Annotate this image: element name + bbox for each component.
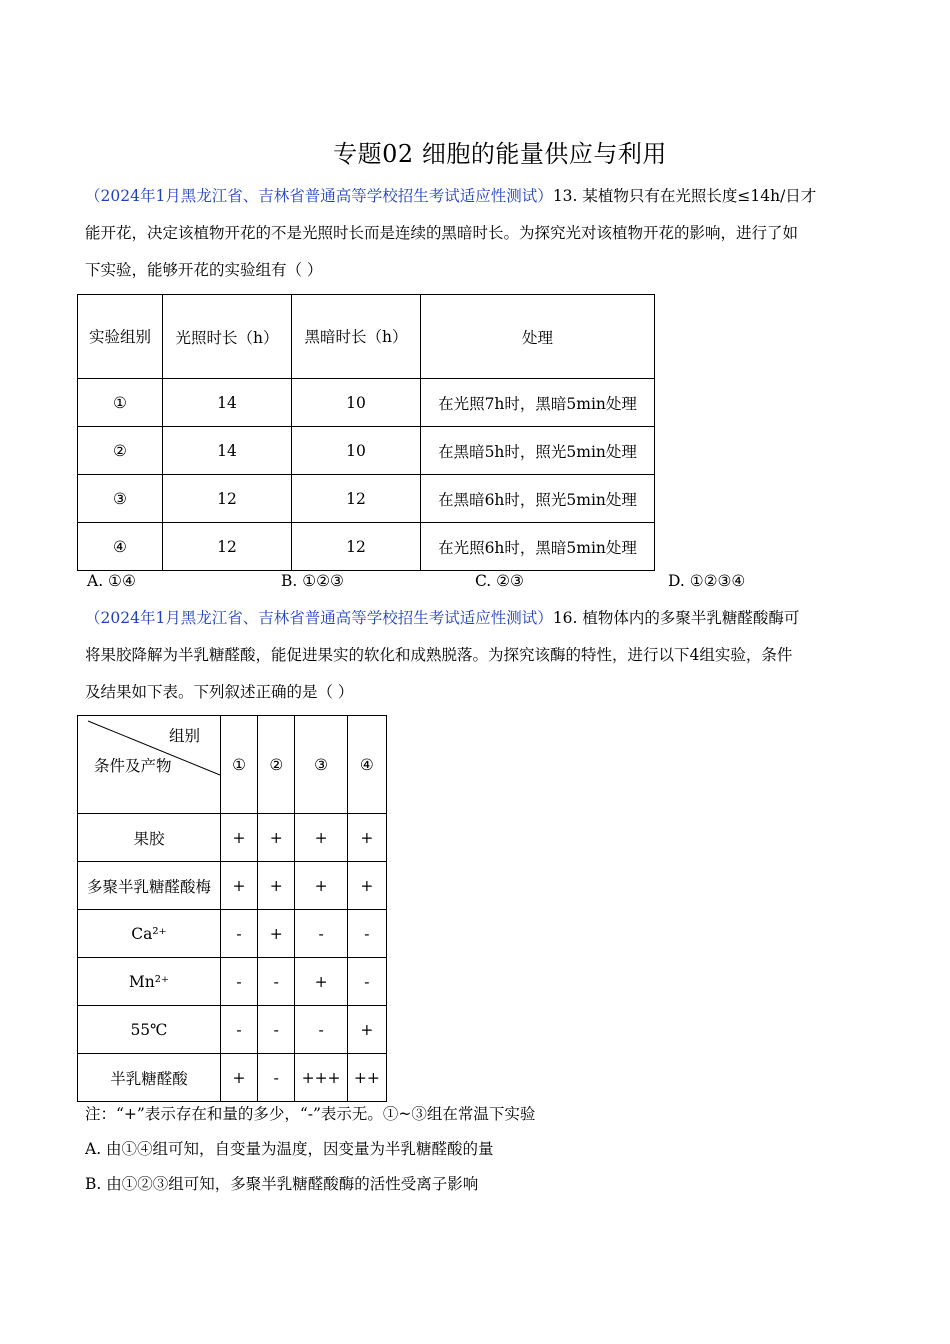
- header-light-duration: 光照时长（h）: [163, 295, 292, 379]
- group-header: ①: [220, 716, 257, 814]
- question-16-text-3: 及结果如下表。下列叙述正确的是（ ）: [85, 683, 354, 701]
- row-label: 半乳糖醛酸: [78, 1054, 221, 1102]
- table-cell: +: [347, 814, 386, 862]
- table-cell: -: [347, 958, 386, 1006]
- question-13-text-2: 能开花，决定该植物开花的不是光照时长而是连续的黑暗时长。为探究光对该植物开花的影响，进行了如: [85, 224, 799, 242]
- row-label: 果胶: [78, 814, 221, 862]
- option-b: B. ①②③: [281, 572, 344, 590]
- page-title: 专题02 细胞的能量供应与利用: [333, 140, 667, 168]
- table-cell: +: [347, 862, 386, 910]
- table-cell: 14: [163, 379, 292, 427]
- table-cell: ②: [78, 427, 163, 475]
- table-cell: ++: [347, 1054, 386, 1102]
- experiment-table-13: [77, 294, 655, 571]
- table-cell: ④: [78, 523, 163, 571]
- row-label: Mn²⁺: [78, 958, 221, 1006]
- table-cell: 在黑暗6h时，照光5min处理: [421, 475, 655, 523]
- table-cell: -: [258, 1006, 295, 1054]
- table-cell: +: [347, 1006, 386, 1054]
- option-c: C. ②③: [475, 572, 524, 590]
- question-13-source: （2024年1月黑龙江省、吉林省普通高等学校招生考试适应性测试）: [85, 187, 553, 205]
- question-13-stem: [85, 178, 865, 289]
- corner-label-conditions: 条件及产物: [94, 757, 172, 775]
- corner-cell: [78, 716, 221, 814]
- table-cell: +: [220, 862, 257, 910]
- group-header: ②: [258, 716, 295, 814]
- row-label: 多聚半乳糖醛酸梅: [78, 862, 221, 910]
- table-cell: 12: [292, 475, 421, 523]
- table-cell: 在光照7h时，黑暗5min处理: [421, 379, 655, 427]
- row-label: Ca²⁺: [78, 910, 221, 958]
- table-cell: 在光照6h时，黑暗5min处理: [421, 523, 655, 571]
- row-label: 55℃: [78, 1006, 221, 1054]
- table-cell: +: [258, 862, 295, 910]
- table-cell: 12: [163, 475, 292, 523]
- table-cell: -: [347, 910, 386, 958]
- question-16-text-1: 16. 植物体内的多聚半乳糖醛酸酶可: [552, 609, 800, 627]
- table-cell: 10: [292, 427, 421, 475]
- group-header: ④: [347, 716, 386, 814]
- table-cell: -: [295, 1006, 347, 1054]
- option-a: A. ①④: [87, 572, 136, 590]
- table-cell: -: [295, 910, 347, 958]
- question-16-text-2: 将果胶降解为半乳糖醛酸，能促进果实的软化和成熟脱落。为探究该酶的特性，进行以下4组实验，条件: [85, 646, 793, 664]
- header-dark-duration: 黑暗时长（h）: [292, 295, 421, 379]
- table-cell: -: [220, 910, 257, 958]
- table-cell: +: [258, 910, 295, 958]
- corner-label-group: 组别: [169, 727, 201, 745]
- experiment-table-16: [77, 715, 387, 1102]
- table-cell: +: [220, 1054, 257, 1102]
- option-a-16: A. 由①④组可知，自变量为温度，因变量为半乳糖醛酸的量: [85, 1140, 494, 1158]
- table-cell: +++: [295, 1054, 347, 1102]
- table-cell: ①: [78, 379, 163, 427]
- table-cell: -: [220, 958, 257, 1006]
- table-cell: 在黑暗5h时，照光5min处理: [421, 427, 655, 475]
- table-cell: +: [258, 814, 295, 862]
- header-group: 实验组别: [78, 295, 163, 379]
- table-cell: +: [295, 862, 347, 910]
- table-cell: -: [258, 1054, 295, 1102]
- table-cell: -: [258, 958, 295, 1006]
- table-cell: +: [295, 814, 347, 862]
- question-13-text-3: 下实验，能够开花的实验组有（ ）: [85, 261, 323, 279]
- question-16-source: （2024年1月黑龙江省、吉林省普通高等学校招生考试适应性测试）: [85, 609, 553, 627]
- table-cell: 14: [163, 427, 292, 475]
- option-b-16: B. 由①②③组可知，多聚半乳糖醛酸酶的活性受离子影响: [85, 1175, 479, 1193]
- question-13-text-1: 13. 某植物只有在光照长度≤14h/日才: [552, 187, 817, 205]
- table-note: 注：“+”表示存在和量的多少，“-”表示无。①~③组在常温下实验: [85, 1105, 536, 1123]
- table-cell: 12: [163, 523, 292, 571]
- table-cell: 10: [292, 379, 421, 427]
- table-cell: -: [220, 1006, 257, 1054]
- group-header: ③: [295, 716, 347, 814]
- table-cell: ③: [78, 475, 163, 523]
- header-treatment: 处理: [421, 295, 655, 379]
- option-d: D. ①②③④: [668, 572, 746, 590]
- table-cell: +: [295, 958, 347, 1006]
- table-cell: 12: [292, 523, 421, 571]
- table-cell: +: [220, 814, 257, 862]
- question-16-stem: [85, 600, 865, 711]
